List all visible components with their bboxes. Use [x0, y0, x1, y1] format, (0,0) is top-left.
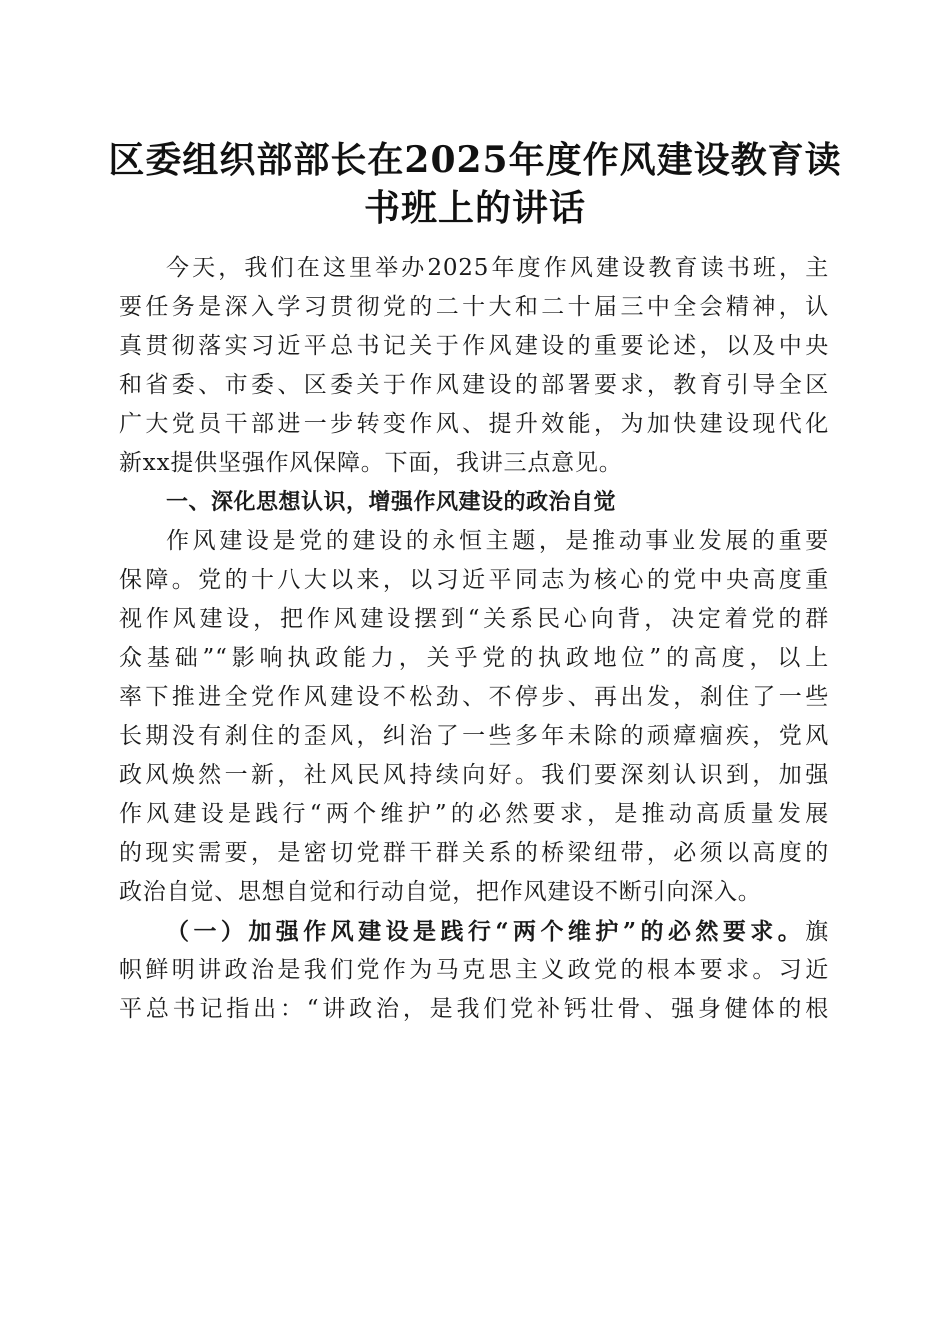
- intro-line: 要任务是深入学习贯彻党的二十大和二十届三中全会精神，认: [119, 294, 829, 320]
- section1-line: 保障。党的十八大以来，以习近平同志为核心的党中央高度重: [119, 567, 829, 593]
- section-heading-1: 一、深化思想认识，增强作风建设的政治自觉: [166, 490, 617, 515]
- section1-line: 的现实需要，是密切党群干群关系的桥梁纽带，必须以高度的: [119, 840, 829, 866]
- subsection-1-line: 平总书记指出：“讲政治，是我们党补钙壮骨、强身健体的根: [119, 996, 829, 1022]
- intro-line: 广大党员干部进一步转变作风、提升效能，为加快建设现代化: [119, 411, 829, 437]
- intro-line: 今天，我们在这里举办2025年度作风建设教育读书班，主: [166, 255, 829, 281]
- section1-line: 视作风建设，把作风建设摆到“关系民心向背，决定着党的群: [119, 606, 829, 632]
- section1-line: 长期没有刹住的歪风，纠治了一些多年未除的顽瘴痼疾，党风: [119, 723, 829, 749]
- intro-line: 真贯彻落实习近平总书记关于作风建设的重要论述，以及中央: [119, 333, 829, 359]
- title-line-1: 区委组织部部长在2025年度作风建设教育读: [108, 139, 842, 181]
- section1-line: 率下推进全党作风建设不松劲、不停步、再出发，刹住了一些: [119, 684, 829, 710]
- section1-line: 众基础”“影响执政能力，关乎党的执政地位”的高度，以上: [119, 645, 829, 671]
- document-title: [100, 136, 850, 232]
- section1-line: 政治自觉、思想自觉和行动自觉，把作风建设不断引向深入。: [119, 879, 762, 905]
- title-line-2: 书班上的讲话: [363, 187, 586, 229]
- subsection-1-line: 帜鲜明讲政治是我们党作为马克思主义政党的根本要求。习近: [119, 957, 829, 983]
- subsection-heading-1: （一）加强作风建设是践行“两个维护”的必然要求。: [166, 918, 806, 945]
- subsection-1-line: [119, 912, 829, 951]
- subsection-1-text: 旗: [805, 919, 829, 945]
- section1-line: 作风建设是践行“两个维护”的必然要求，是推动高质量发展: [119, 801, 829, 827]
- document-body: [119, 249, 829, 1029]
- intro-line: 新xx提供坚强作风保障。下面，我讲三点意见。: [119, 450, 623, 476]
- section1-line: 作风建设是党的建设的永恒主题，是推动事业发展的重要: [166, 528, 829, 554]
- section1-line: 政风焕然一新，社风民风持续向好。我们要深刻认识到，加强: [119, 762, 829, 788]
- intro-line: 和省委、市委、区委关于作风建设的部署要求，教育引导全区: [119, 372, 829, 398]
